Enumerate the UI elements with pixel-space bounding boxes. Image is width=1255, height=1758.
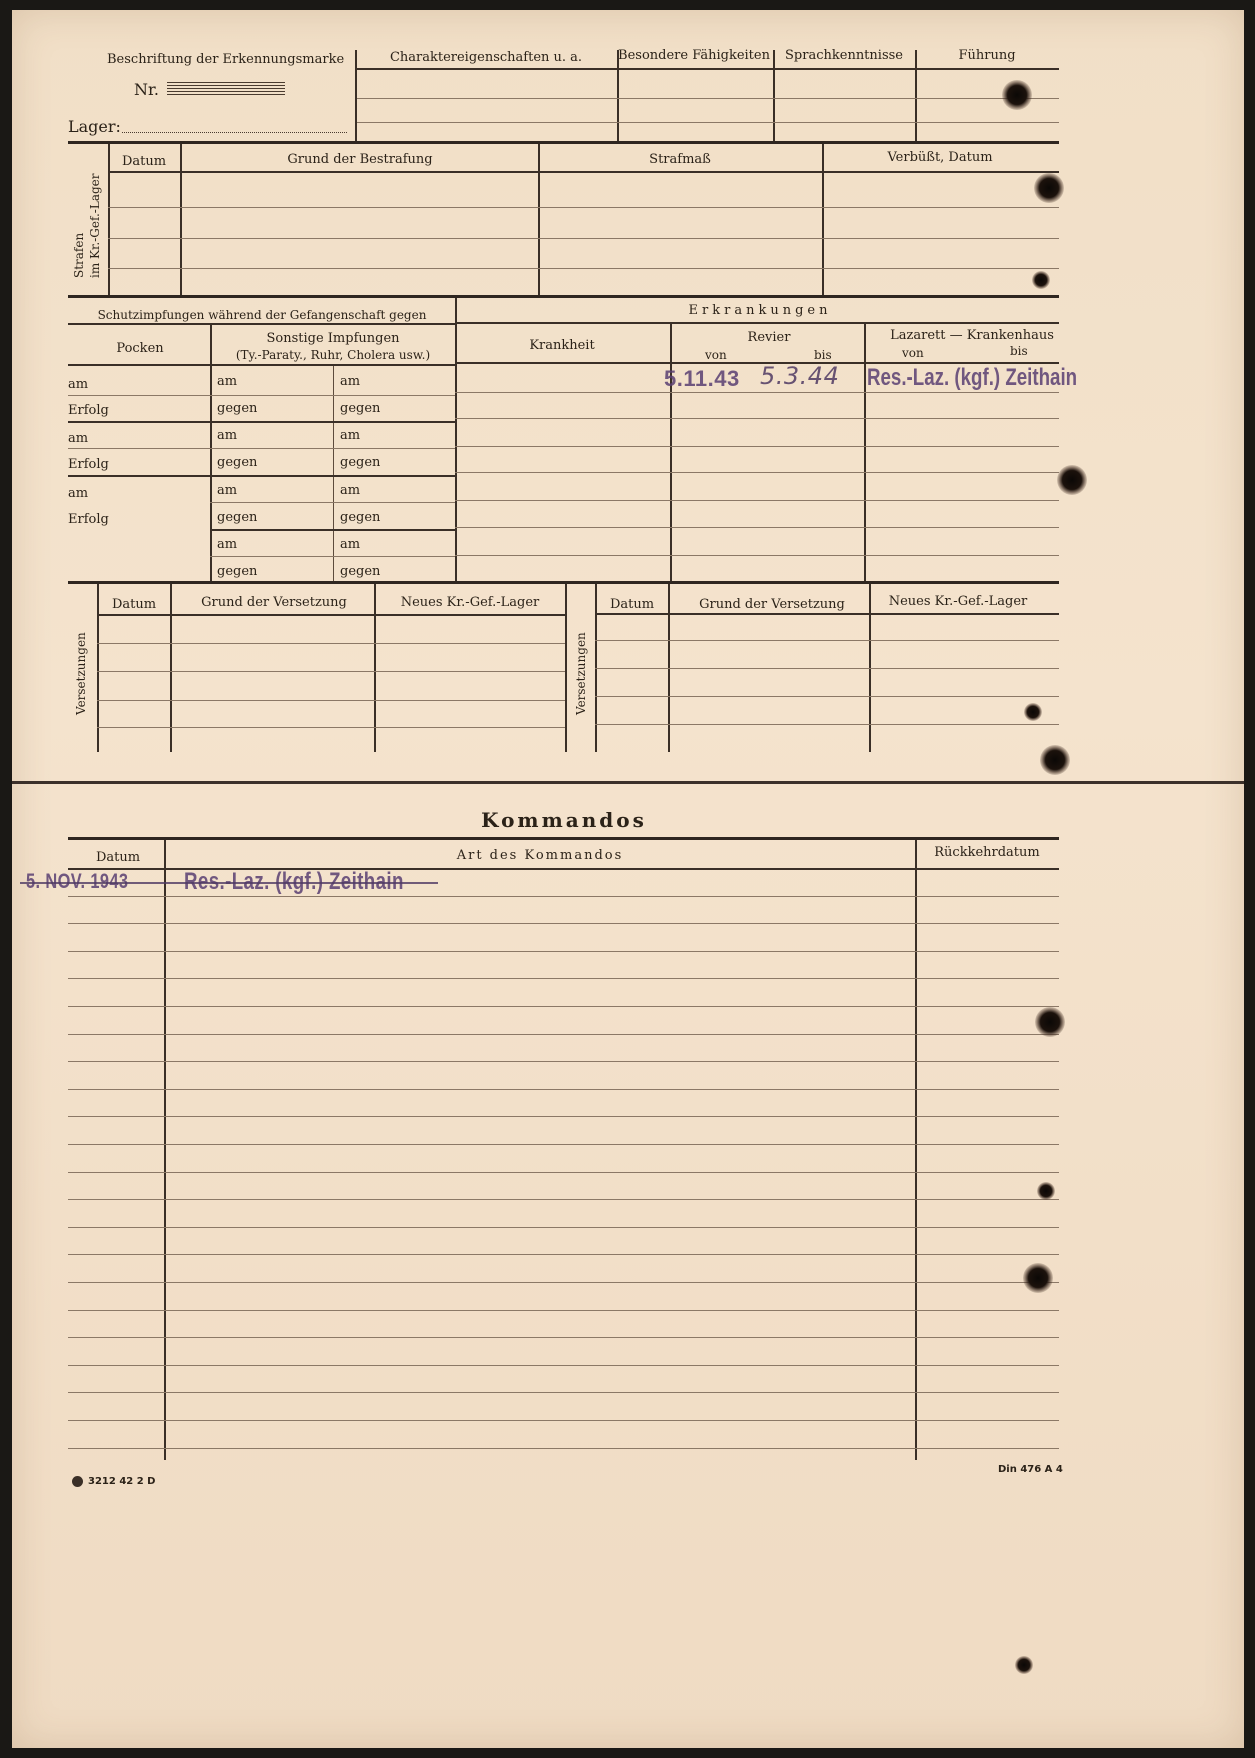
- komm-ruled-line: [68, 1392, 1059, 1393]
- handwritten-revier-bis: 5.3.44: [760, 362, 840, 390]
- vacc-gegen-4: gegen: [217, 564, 258, 579]
- vacc-erfolg-3: Erfolg: [68, 512, 109, 527]
- komm-ruled-line: [68, 951, 1059, 952]
- transfer-right-col-date: Datum: [609, 597, 655, 612]
- komm-ruled-line: [68, 1337, 1059, 1338]
- vacc-other-am-4: am: [217, 537, 238, 552]
- komm-ruled-line: [68, 1172, 1059, 1173]
- vacc-other-am-2b: am: [340, 428, 361, 443]
- punch-hole: [1024, 703, 1042, 721]
- komm-ruled-line: [68, 1310, 1059, 1311]
- punch-hole: [1057, 465, 1087, 495]
- header-divider: [355, 50, 357, 142]
- vacc-erfolg-1: Erfolg: [68, 403, 109, 418]
- punch-hole: [1015, 1656, 1033, 1674]
- transfer-right-col-reason: Grund der Versetzung: [699, 597, 845, 612]
- komm-ruled-line: [68, 1254, 1059, 1255]
- stamp-revier-von: 5.11.43: [664, 366, 740, 391]
- komm-entry-type: Res.-Laz. (kgf.) Zeithain: [184, 868, 404, 895]
- komm-ruled-line: [68, 1199, 1059, 1200]
- col-character: Charaktereigenschaften u. a.: [389, 50, 583, 65]
- komm-col-type: Art des Kommandos: [456, 848, 624, 863]
- ill-title: Erkrankungen: [688, 303, 832, 318]
- punch-hole: [1032, 271, 1050, 289]
- punch-hole: [1040, 745, 1070, 775]
- komm-ruled-line: [68, 1420, 1059, 1421]
- punch-hole: [1035, 1007, 1065, 1037]
- komm-ruled-line: [68, 1061, 1059, 1062]
- komm-ruled-line: [68, 1448, 1059, 1449]
- vacc-gegen-1: gegen: [217, 401, 258, 416]
- nr-lines: [167, 82, 285, 96]
- komm-ruled-line: [68, 1006, 1059, 1007]
- vacc-col-other-2: (Ty.-Paraty., Ruhr, Cholera usw.): [235, 348, 431, 362]
- vacc-title: Schutzimpfungen während der Gefangenschaft gegen: [97, 308, 427, 322]
- col-skills: Besondere Fähigkeiten: [618, 48, 770, 63]
- komm-ruled-line: [68, 1365, 1059, 1366]
- vacc-am-2: am: [68, 431, 89, 446]
- komm-ruled-line: [68, 1116, 1059, 1117]
- punch-hole: [1034, 173, 1064, 203]
- punish-col-served: Verbüßt, Datum: [887, 150, 993, 165]
- lager-dotted-line: [122, 132, 347, 133]
- col-languages: Sprachkenntnisse: [785, 48, 903, 63]
- nr-label: Nr.: [134, 80, 159, 99]
- vacc-other-am-2: am: [217, 428, 238, 443]
- tag-label: Beschriftung der Erkennungsmarke: [107, 52, 345, 67]
- komm-ruled-line: [68, 1089, 1059, 1090]
- ill-revier-von: von: [705, 348, 727, 362]
- strikethrough-line: [20, 882, 438, 884]
- vacc-gegen-3: gegen: [217, 510, 258, 525]
- komm-col-date: Datum: [95, 850, 141, 865]
- vacc-gegen-3b: gegen: [340, 510, 381, 525]
- vacc-am-3: am: [68, 486, 89, 501]
- punch-hole: [1002, 80, 1032, 110]
- punish-side-label-1: Strafen: [72, 232, 86, 278]
- ill-col-revier: Revier: [747, 330, 791, 345]
- punish-col-sentence: Strafmaß: [649, 152, 711, 167]
- ill-laz-von: von: [902, 346, 924, 360]
- komm-ruled-line: [68, 978, 1059, 979]
- vacc-other-am-1b: am: [340, 374, 361, 389]
- transfer-left-col-reason: Grund der Versetzung: [201, 595, 347, 610]
- punch-hole: [1037, 1182, 1055, 1200]
- vacc-gegen-4b: gegen: [340, 564, 381, 579]
- ill-laz-bis: bis: [1010, 344, 1028, 358]
- form-number: 3212 42 2 D: [88, 1476, 156, 1487]
- komm-ruled-line: [68, 1227, 1059, 1228]
- transfer-left-side-label: Versetzungen: [74, 632, 88, 715]
- komm-entry-date: 5. NOV. 1943: [26, 870, 129, 893]
- kommandos-title: Kommandos: [481, 808, 647, 832]
- vacc-am-1: am: [68, 377, 89, 392]
- punish-side-label-2: im Kr.-Gef.-Lager: [88, 173, 102, 278]
- vacc-gegen-2: gegen: [217, 455, 258, 470]
- col-conduct: Führung: [958, 48, 1016, 63]
- vacc-col-smallpox: Pocken: [116, 341, 164, 356]
- form-seal-icon: [72, 1476, 83, 1487]
- transfer-left-col-date: Datum: [111, 597, 157, 612]
- komm-ruled-line: [68, 896, 1059, 897]
- ill-revier-bis: bis: [814, 348, 832, 362]
- komm-ruled-line: [68, 1282, 1059, 1283]
- ill-col-lazarett: Lazarett — Krankenhaus: [890, 328, 1054, 343]
- stamp-lazarett: Res.-Laz. (kgf.) Zeithain: [867, 364, 1078, 391]
- komm-col-return: Rückkehrdatum: [934, 845, 1040, 860]
- punish-col-date: Datum: [121, 154, 167, 169]
- komm-ruled-line: [68, 1144, 1059, 1145]
- vacc-other-am-3: am: [217, 483, 238, 498]
- punch-hole: [1023, 1263, 1053, 1293]
- transfer-left-col-camp: Neues Kr.-Gef.-Lager: [400, 595, 540, 610]
- transfer-right-col-camp: Neues Kr.-Gef.-Lager: [888, 594, 1028, 609]
- komm-ruled-line: [68, 1034, 1059, 1035]
- vacc-erfolg-2: Erfolg: [68, 457, 109, 472]
- document-sheet: [12, 10, 1244, 1748]
- vacc-gegen-1b: gegen: [340, 401, 381, 416]
- punish-col-reason: Grund der Bestrafung: [287, 152, 433, 167]
- vacc-other-am-3b: am: [340, 483, 361, 498]
- transfer-right-side-label: Versetzungen: [574, 632, 588, 715]
- komm-ruled-line: [68, 923, 1059, 924]
- komm-header-line: [68, 868, 1059, 870]
- din-label: Din 476 A 4: [998, 1464, 1063, 1475]
- vacc-col-other-1: Sonstige Impfungen: [266, 331, 400, 346]
- lager-label: Lager:: [68, 117, 121, 136]
- vacc-other-am-4b: am: [340, 537, 361, 552]
- fold-line: [12, 781, 1244, 784]
- ill-col-illness: Krankheit: [529, 338, 595, 353]
- vacc-gegen-2b: gegen: [340, 455, 381, 470]
- vacc-other-am-1: am: [217, 374, 238, 389]
